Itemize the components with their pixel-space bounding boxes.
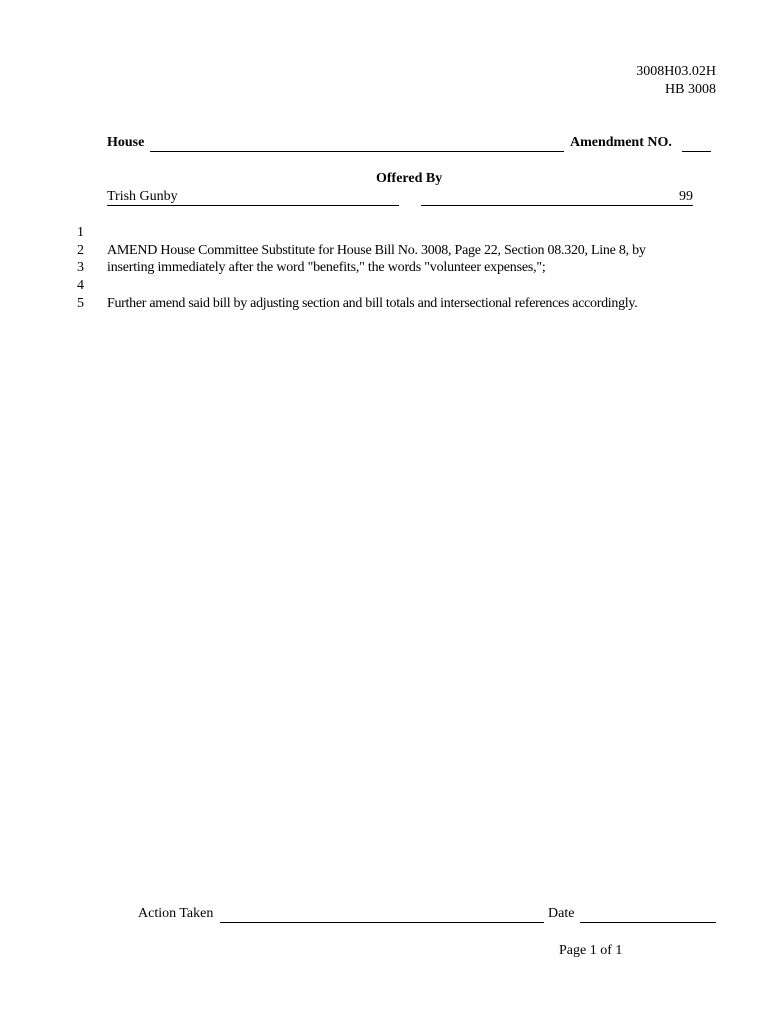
line-number: 3 bbox=[77, 260, 84, 275]
action-taken-label: Action Taken bbox=[138, 906, 214, 921]
doc-code: 3008H03.02H bbox=[636, 64, 716, 79]
sponsor-name: Trish Gunby bbox=[107, 189, 178, 204]
amendment-text-line-2: AMEND House Committee Substitute for House Bill No. 3008, Page 22, Section 08.320, Line 8, by bbox=[107, 243, 646, 258]
line-number: 5 bbox=[77, 296, 84, 311]
bill-number: HB 3008 bbox=[665, 82, 716, 97]
amendment-label: Amendment NO. bbox=[570, 135, 672, 150]
amendment-text-line-3: inserting immediately after the word "benefits," the words "volunteer expenses,"; bbox=[107, 260, 546, 275]
line-number: 1 bbox=[77, 225, 84, 240]
line-number: 4 bbox=[77, 278, 84, 293]
page-number: Page 1 of 1 bbox=[559, 943, 623, 958]
date-line bbox=[580, 922, 716, 923]
date-label: Date bbox=[548, 906, 575, 921]
line-number: 2 bbox=[77, 243, 84, 258]
action-taken-line bbox=[220, 922, 544, 923]
house-label: House bbox=[107, 135, 145, 150]
amendment-number-blank bbox=[682, 151, 711, 152]
sponsor-line bbox=[107, 205, 399, 206]
district-number: 99 bbox=[679, 189, 693, 204]
offered-by-label: Offered By bbox=[376, 171, 443, 186]
amendment-text-line-5: Further amend said bill by adjusting section and bill totals and intersectional references accordingly. bbox=[107, 296, 638, 311]
district-line bbox=[421, 205, 693, 206]
house-blank-line bbox=[150, 151, 564, 152]
